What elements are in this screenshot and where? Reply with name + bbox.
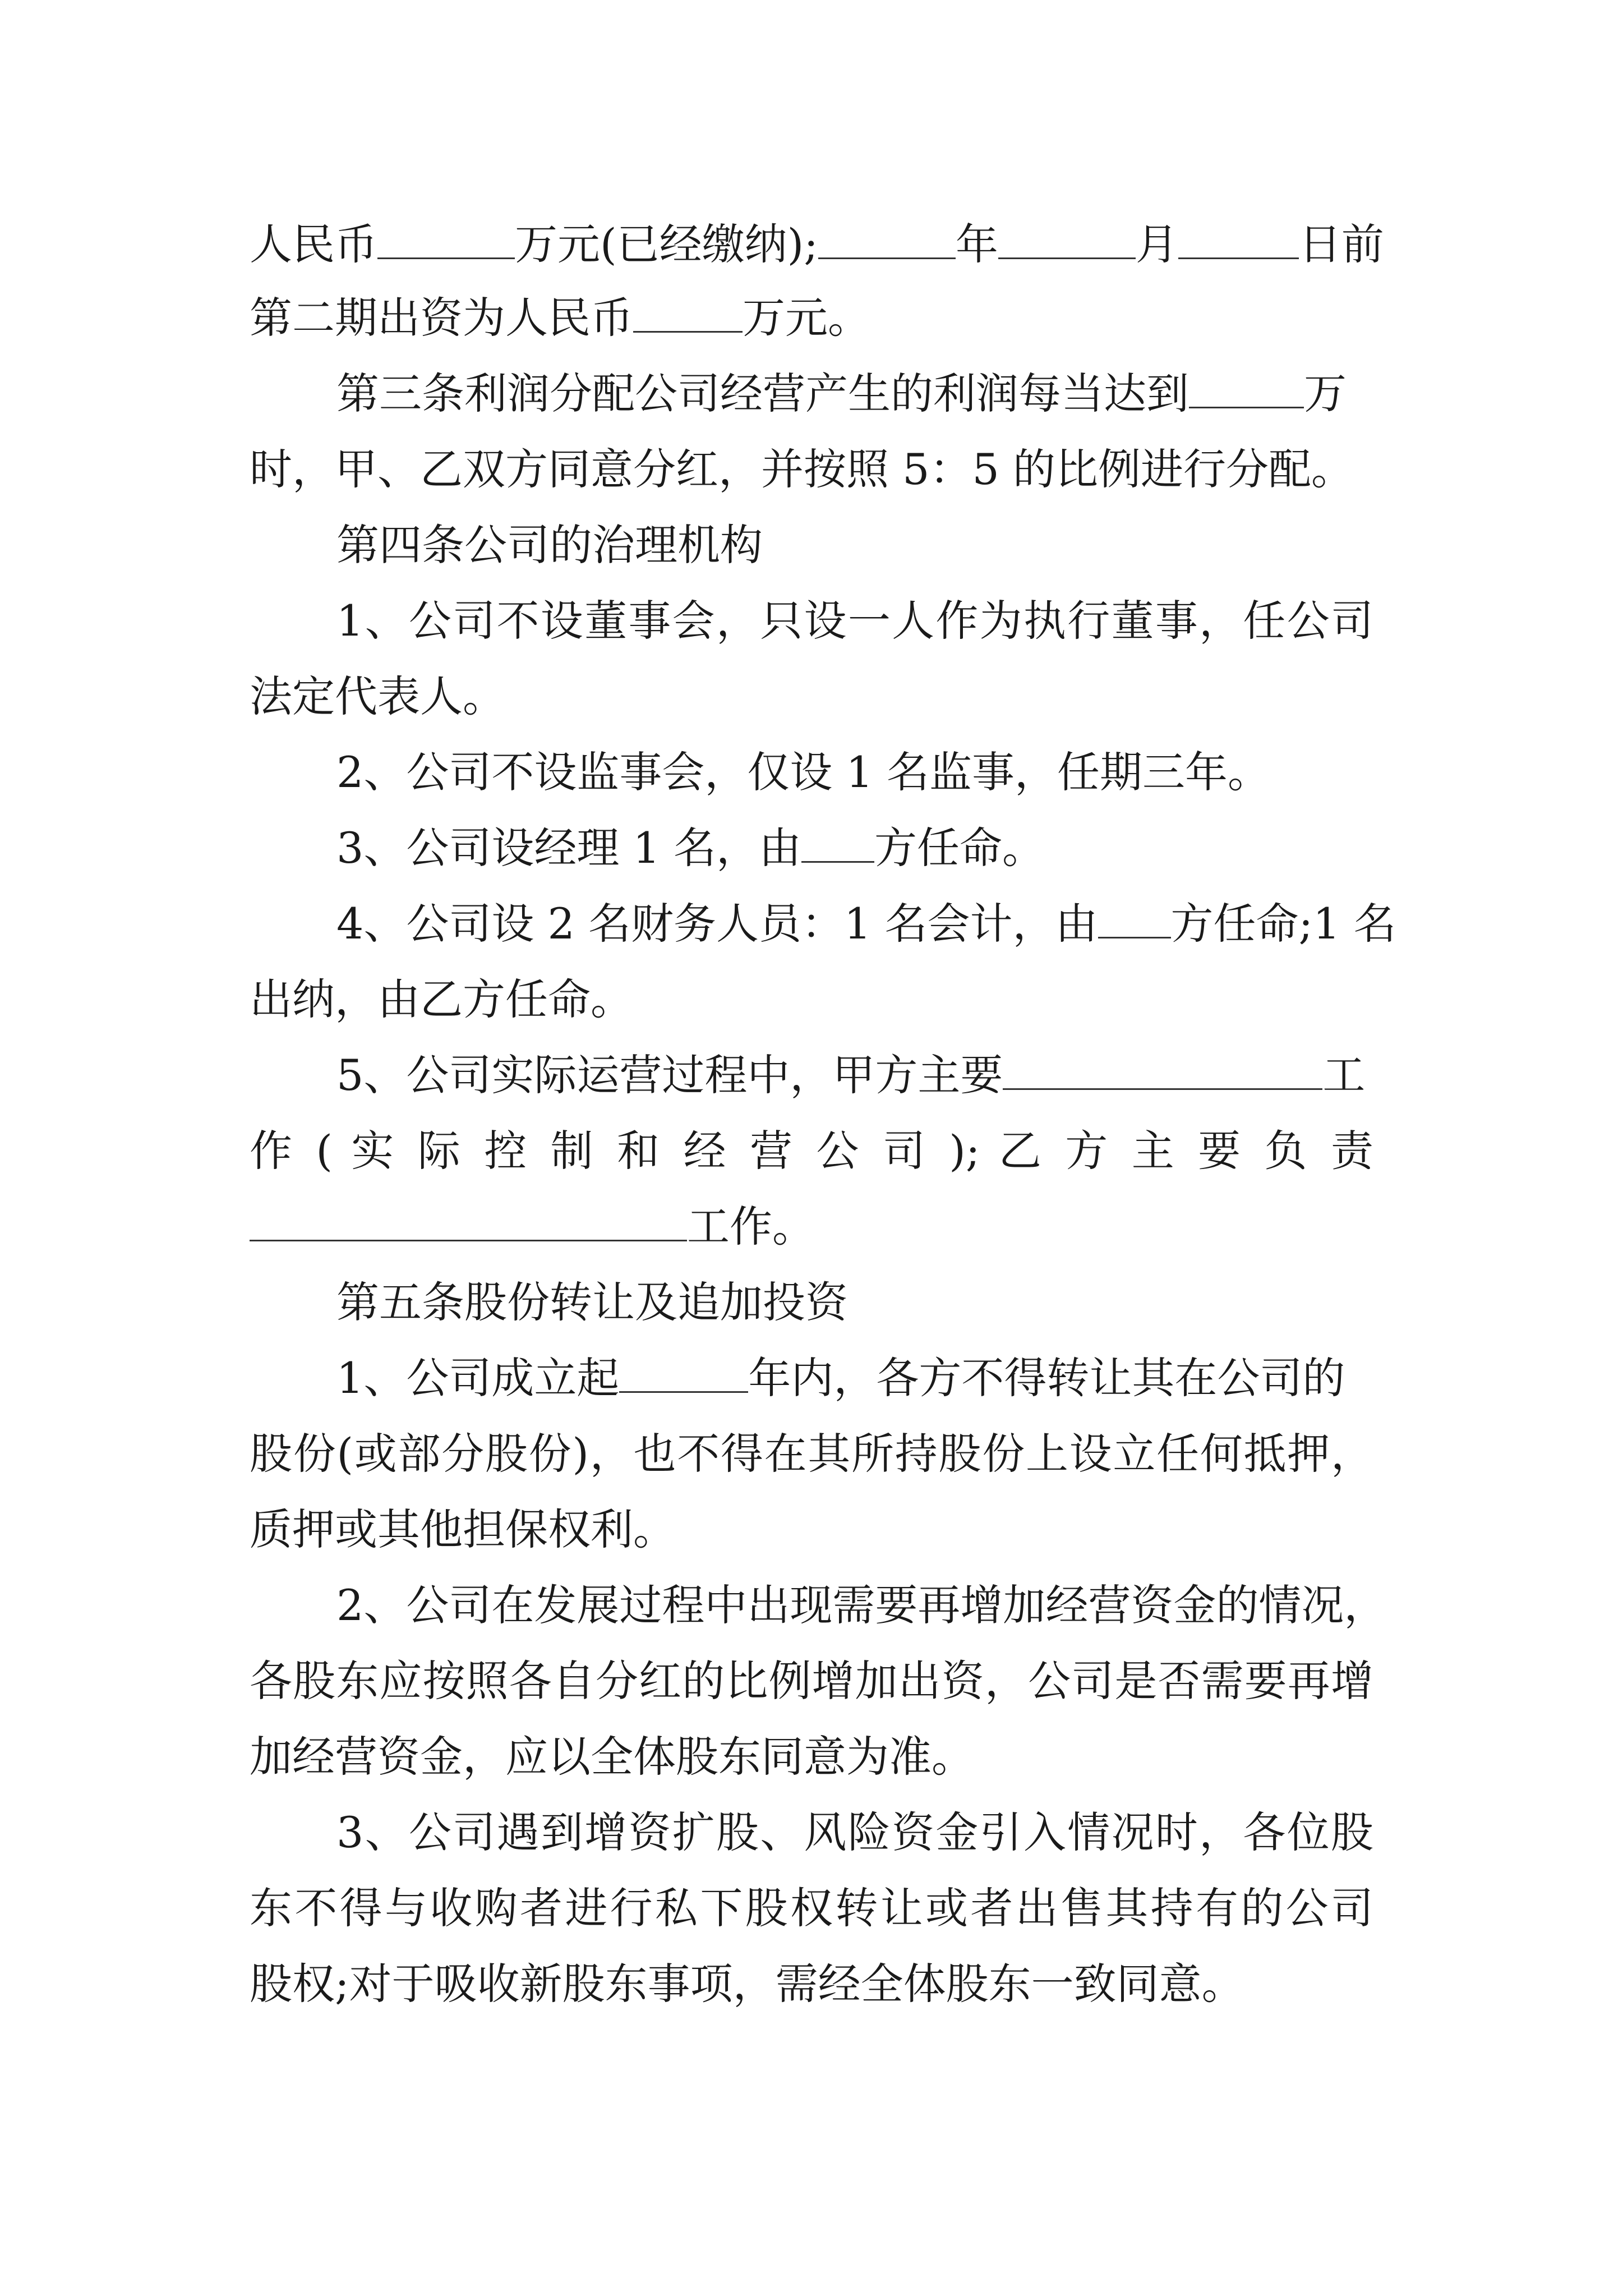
blank-underline [619,1358,748,1393]
section-heading: 第四条公司的治理机构 [336,520,763,570]
section-heading: 第五条股份转让及追加投资 [336,1277,848,1327]
blank-underline [818,224,956,259]
text-line: 1、公司成立起 年内，各方不得转让其在公司的 [336,1353,1345,1403]
text-line: 工作。 [250,1199,1373,1255]
text-line: 人民币 万元(已经缴纳); 年 月 日前 [250,219,1384,269]
text-line: 2、公司在发展过程中出现需要再增加经营资金的情况， [336,1580,1387,1630]
text-line: 4、公司设 2 名财务人员：1 名会计，由 方任命;1 名 [336,899,1396,949]
text-line: 2、公司不设监事会，仅设 1 名监事，任期三年。 [336,747,1271,797]
blank-underline [633,297,743,333]
blank-underline [801,827,874,863]
blank-underline [250,1206,687,1241]
blank-underline [998,224,1136,259]
text-line: 第三条利润分配公司经营产生的利润每当达到 万 [336,369,1347,418]
blank-underline [1178,224,1299,259]
text-line: 3、公司遇到增资扩股、风险资金引入情况时，各位股 [336,1807,1373,1857]
text-line: 法定代表人。 [250,671,505,721]
blank-underline [1098,903,1171,938]
blank-underline [1003,1055,1322,1090]
text-line: 出纳，由乙方任命。 [250,974,633,1024]
text-line: 5、公司实际运营过程中，甲方主要 工 [336,1050,1366,1100]
text-line: 质押或其他担保权利。 [250,1504,676,1554]
text-line: 加经营资金，应以全体股东同意为准。 [250,1732,974,1782]
text-line: 时，甲、乙双方同意分红，并按照 5：5 的比例进行分配。 [250,444,1354,494]
text-line: 3、公司设经理 1 名，由 方任命。 [336,823,1045,873]
text-line: 作 ( 实 际 控 制 和 经 营 公 司 ); 乙 方 主 要 负 责 [250,1126,1373,1176]
text-line: 1、公司不设董事会，只设一人作为执行董事，任公司 [336,596,1373,646]
text-line: 东不得与收购者进行私下股权转让或者出售其持有的公司 [250,1883,1373,1933]
text-line: 第二期出资为人民币 万元。 [250,293,870,343]
text-line: 股权;对于吸收新股东事项，需经全体股东一致同意。 [250,1959,1244,2009]
text-line: 股份(或部分股份)，也不得在其所持股份上设立任何抵押， [250,1429,1373,1479]
blank-underline [1189,373,1304,408]
blank-underline [377,224,515,259]
text-line: 各股东应按照各自分红的比例增加出资，公司是否需要再增 [250,1656,1373,1706]
